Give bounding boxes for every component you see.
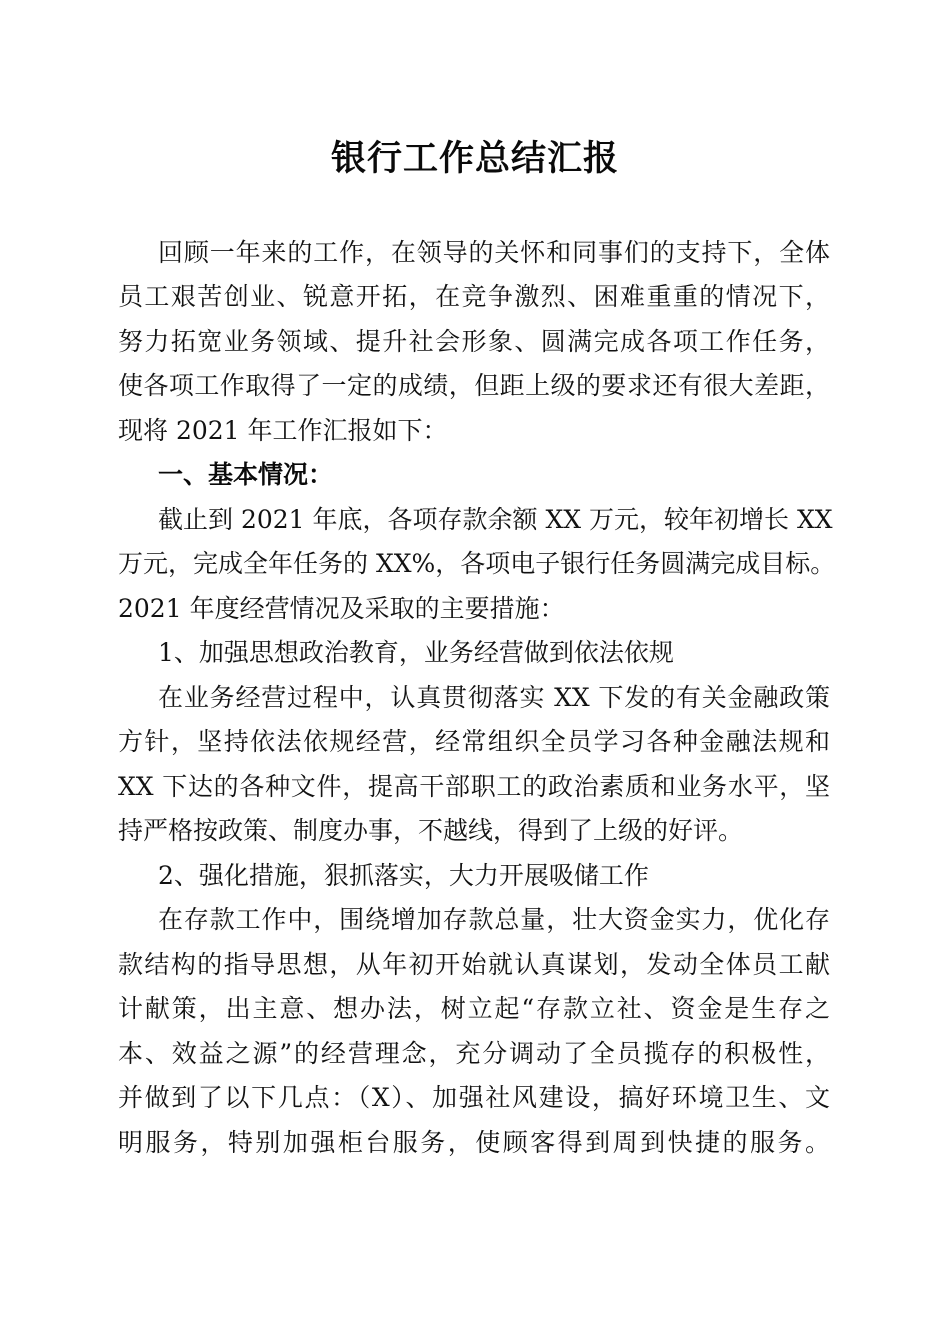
paragraph-line: 方针，坚持依法依规经营，经常组织全员学习各种金融法规和 [118,727,830,756]
paragraph-line: 并做到了以下几点：（X）、加强社风建设，搞好环境卫生、文 [118,1083,830,1112]
subsection-heading: 1、加强思想政治教育，业务经营做到依法依规 [158,638,674,667]
paragraph-line: 在存款工作中，围绕增加存款总量，壮大资金实力，优化存 [158,905,830,934]
paragraph-line: 员工艰苦创业、锐意开拓，在竞争激烈、困难重重的情况下， [118,282,830,311]
paragraph-line: 回顾一年来的工作，在领导的关怀和同事们的支持下，全体 [158,238,830,267]
section-heading: 一、基本情况： [158,460,334,489]
paragraph-line: 截止到 2021 年底，各项存款余额 XX 万元，较年初增长 XX [158,505,833,534]
paragraph-line: 计献策，出主意、想办法，树立起“存款立社、资金是生存之 [118,994,830,1023]
paragraph-line: 本、效益之源”的经营理念，充分调动了全员揽存的积极性， [118,1039,830,1068]
paragraph-line: 现将 2021 年工作汇报如下： [118,416,448,445]
paragraph-line: 持严格按政策、制度办事，不越线，得到了上级的好评。 [118,816,744,845]
paragraph-line: 使各项工作取得了一定的成绩，但距上级的要求还有很大差距， [118,371,830,400]
paragraph-line: 明服务，特别加强柜台服务，使顾客得到周到快捷的服务。 [118,1128,830,1157]
paragraph-line: 在业务经营过程中，认真贯彻落实 XX 下发的有关金融政策 [158,683,830,712]
paragraph-line: XX 下达的各种文件，提高干部职工的政治素质和业务水平，坚 [118,772,830,801]
subsection-heading: 2、强化措施，狠抓落实，大力开展吸储工作 [158,861,649,890]
paragraph-line: 2021 年度经营情况及采取的主要措施： [118,594,565,623]
paragraph-line: 努力拓宽业务领域、提升社会形象、圆满完成各项工作任务， [118,327,830,356]
paragraph-line: 款结构的指导思想，从年初开始就认真谋划，发动全体员工献 [118,950,830,979]
paragraph-line: 万元，完成全年任务的 XX%，各项电子银行任务圆满完成目标。 [118,549,836,578]
document-title: 银行工作总结汇报 [330,138,619,179]
